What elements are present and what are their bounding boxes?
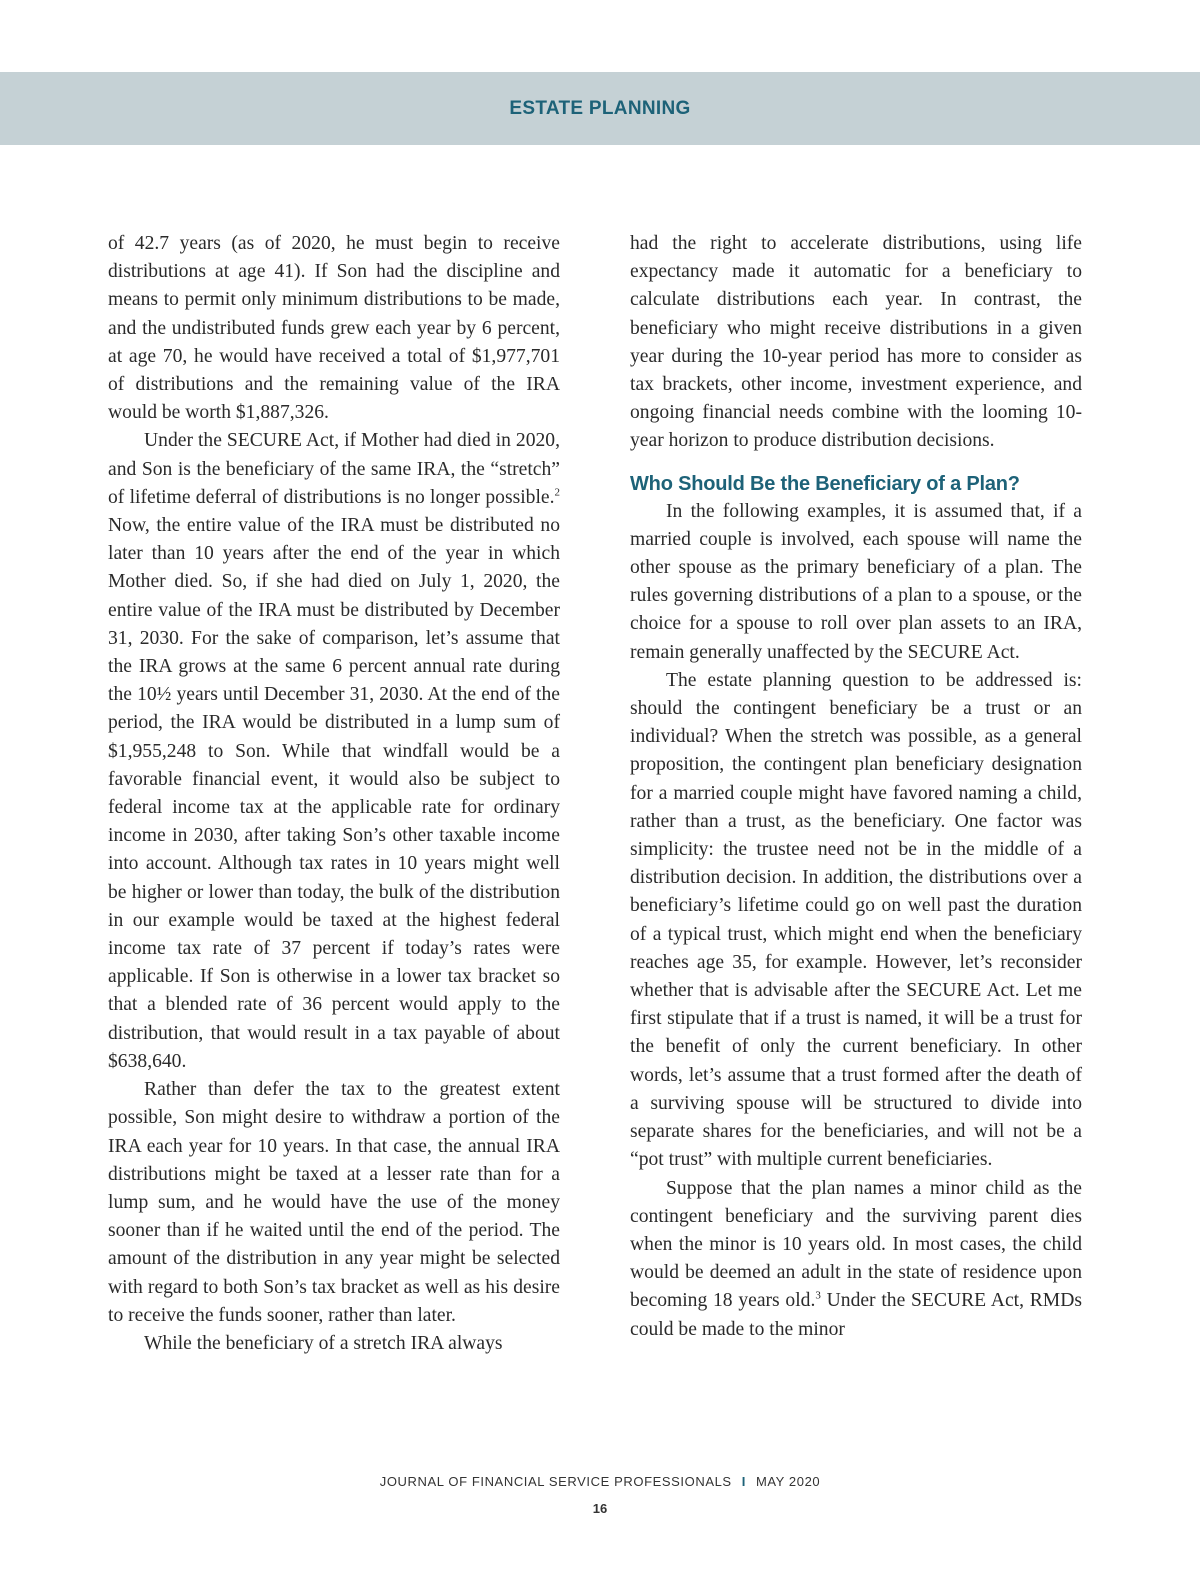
left-paragraph-2-text-b: Now, the entire value of the IRA must be distributed no later than 10 years after the end of the year in which Mother died. So, if she had died on July 1, 2020, the entire value of the IRA must be distributed by December 31, 2030. For the sake of comparison, let’s assume that the IRA grows at the same 6 percent annual rate during the 10½ years until December 31, 2030. At the end of the period, the IRA would be distributed in a lump sum of $1,955,248 to Son. While that windfall would be a favorable financial event, it would also be subject to federal income tax at the applicable rate for ordinary income in 2030, after taking Son’s other taxable income into account. Although tax rates in 10 years might well be higher or lower than today, the bulk of the distribution in our example would be taxed at the highest federal income tax rate of 37 percent if today’s rates were applicable. If Son is otherwise in a lower tax bracket so that a blended rate of 36 percent would apply to the distribution, that would result in a tax payable of about $638,640. xyxy=(108,515,560,1072)
journal-name: JOURNAL OF FINANCIAL SERVICE PROFESSIONALS xyxy=(379,1474,732,1489)
right-paragraph-4-text-b: Under the SECURE Act, RMDs could be made to the minor xyxy=(630,1290,1082,1340)
left-paragraph-1: of 42.7 years (as of 2020, he must begin to receive distributions at age 41). If Son had the discipline and means to permit only minimum distributions to be made, and the undistributed funds grew each year by 6 percent, at age 70, he would have received a total of $1,977,701 of distributions and the remaining value of the IRA would be worth $1,887,326. xyxy=(108,233,560,424)
issue-date: MAY 2020 xyxy=(755,1474,821,1489)
footnote-ref-3: 3 xyxy=(815,1289,821,1302)
footnote-ref-2: 2 xyxy=(554,486,560,499)
subsection-heading: Who Should Be the Beneficiary of a Plan? xyxy=(630,472,1020,495)
section-title: ESTATE PLANNING xyxy=(509,97,691,119)
right-paragraph-4-text-a: Suppose that the plan names a minor child as the contingent beneficiary and the surviving parent dies when the minor is 10 years old. In most cases, the child would be deemed an adult in the state of residence upon becoming 18 years old. xyxy=(630,1177,1082,1312)
page-number: 16 xyxy=(592,1501,608,1516)
left-paragraph-2 xyxy=(108,427,560,1076)
right-paragraph-2: In the following examples, it is assumed that, if a married couple is involved, each spouse will name the other spouse as the primary beneficiary of a plan. The rules governing distributions of a plan to a spouse, or the choice for a spouse to roll over plan assets to an IRA, remain generally unaffected by the SECURE Act. xyxy=(630,500,1082,663)
section-header-band xyxy=(0,72,1200,145)
right-paragraph-1: had the right to accelerate distributions, using life expectancy made it automatic for a beneficiary to calculate distributions each year. In contrast, the beneficiary who might receive distributions in a given year during the 10-year period has more to consider as tax brackets, other income, investment experience, and ongoing financial needs combine with the looming 10-year horizon to produce distribution decisions. xyxy=(630,233,1082,452)
page-footer xyxy=(0,1474,1200,1489)
footer-separator: I xyxy=(741,1474,746,1489)
right-column xyxy=(630,230,1082,1344)
left-column xyxy=(108,230,560,1358)
left-paragraph-4: While the beneficiary of a stretch IRA always xyxy=(144,1332,503,1354)
right-paragraph-3: The estate planning question to be addressed is: should the contingent beneficiary be a trust or an individual? When the stretch was possible, as a general proposition, the contingent plan beneficiary designation for a married couple might have favored naming a child, rather than a trust, as the beneficiary. One factor was simplicity: the trustee need not be in the middle of a distribution decision. In addition, the distributions over a beneficiary’s lifetime could go on well past the duration of a typical trust, which might end when the beneficiary reaches age 35, for example. However, let’s reconsider whether that is advisable after the SECURE Act. Let me first stipulate that if a trust is named, it will be a trust for the benefit of only the current beneficiary. In other words, let’s assume that a trust formed after the death of a surviving spouse will be structured to divide into separate shares for the beneficiaries, and will not be a “pot trust” with multiple current beneficiaries. xyxy=(630,669,1082,1171)
left-paragraph-2-text-a: Under the SECURE Act, if Mother had died in 2020, and Son is the beneficiary of the same IRA, the “stretch” of lifetime deferral of distributions is no longer possible. xyxy=(108,430,560,508)
left-paragraph-3: Rather than defer the tax to the greatest extent possible, Son might desire to withdraw a portion of the IRA each year for 10 years. In that case, the annual IRA distributions might be taxed at a lesser rate than for a lump sum, and he would have the use of the money sooner than if he waited until the end of the period. The amount of the distribution in any year might be selected with regard to both Son’s tax bracket as well as his desire to receive the funds sooner, rather than later. xyxy=(108,1079,560,1326)
right-paragraph-4 xyxy=(630,1175,1082,1344)
